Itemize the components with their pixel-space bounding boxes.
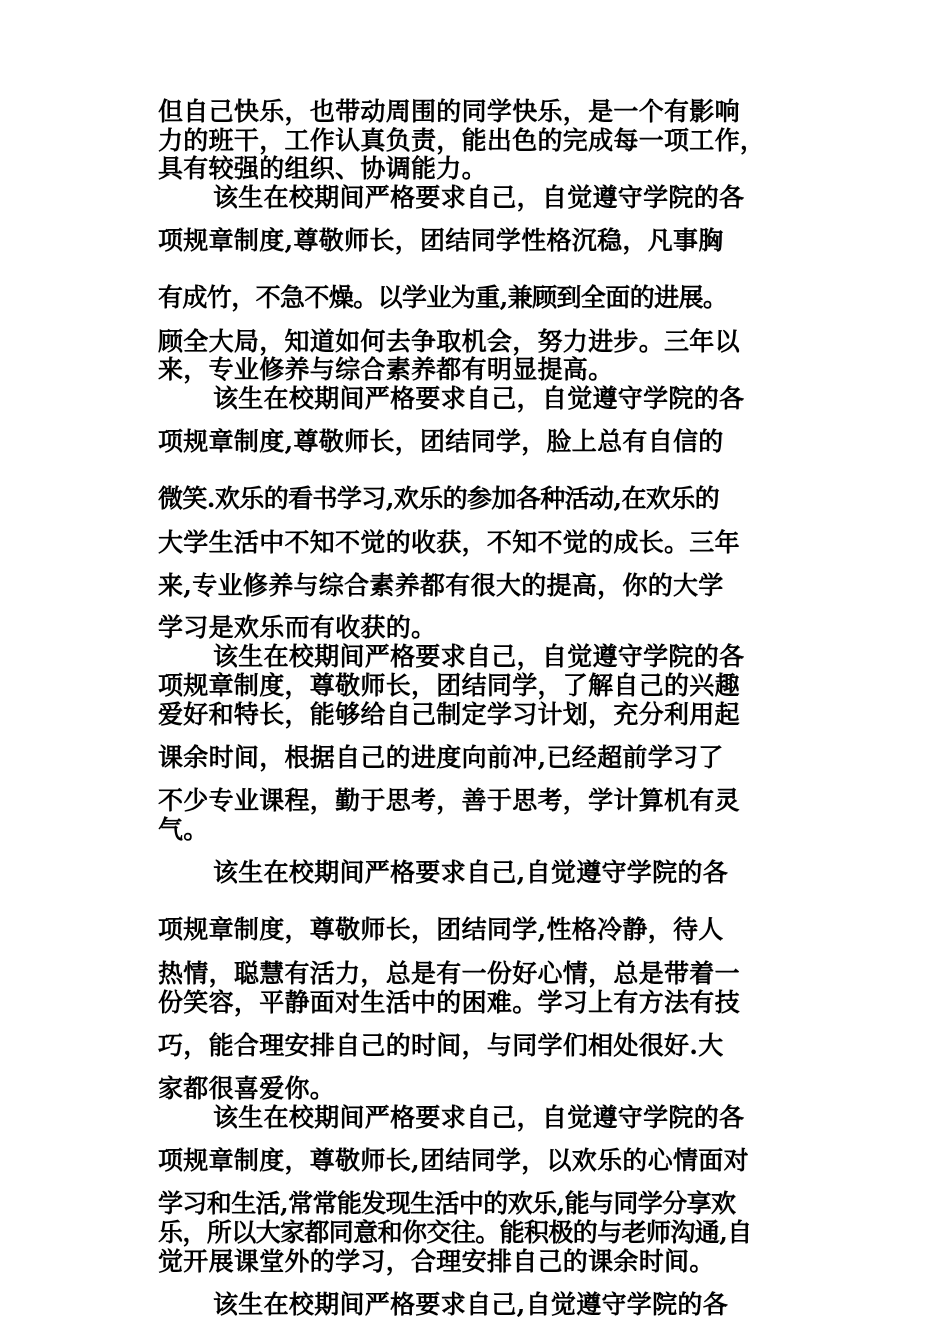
text-line: 觉开展课堂外的学习，合理安排自己的课余时间。: [158, 1247, 715, 1276]
paragraph-first-line: 该生在校期间严格要求自己，自觉遵守学院的各: [213, 384, 745, 413]
text-line: 学习是欢乐而有收获的。: [158, 613, 437, 642]
text-line: 乐，所以大家都同意和你交往。能积极的与老师沟通,自: [158, 1218, 752, 1247]
text-line: 来，专业修养与综合素养都有明显提高。: [158, 355, 614, 384]
paragraph-first-line: 该生在校期间严格要求自己，自觉遵守学院的各: [213, 642, 745, 671]
text-line: 不少专业课程，勤于思考，善于思考，学计算机有灵: [158, 786, 740, 815]
paragraph-first-line: 该生在校期间严格要求自己,自觉遵守学院的各: [213, 1290, 729, 1319]
text-line: 份笑容，平静面对生活中的困难。学习上有方法有技: [158, 988, 740, 1017]
text-line: 来,专业修养与综合素养都有很大的提高，你的大学: [158, 571, 724, 600]
text-line: 巧，能合理安排自己的时间，与同学们相处很好.大: [158, 1031, 724, 1060]
text-line: 项规章制度，尊敬师长，团结同学，了解自己的兴趣: [158, 671, 740, 700]
text-line: 具有较强的组织、协调能力。: [158, 154, 487, 183]
paragraph-first-line: 该生在校期间严格要求自己，自觉遵守学院的各: [213, 1103, 745, 1132]
text-line: 学习和生活,常常能发现生活中的欢乐,能与同学分享欢: [158, 1189, 736, 1218]
text-line: 微笑.欢乐的看书学习,欢乐的参加各种活动,在欢乐的: [158, 484, 720, 513]
text-line: 气。: [158, 815, 209, 844]
text-line: 但自己快乐，也带动周围的同学快乐，是一个有影响: [158, 97, 740, 126]
text-line: 爱好和特长，能够给自己制定学习计划，充分利用起: [158, 700, 740, 729]
paragraph-first-line: 该生在校期间严格要求自己，自觉遵守学院的各: [213, 183, 745, 212]
text-line: 热情，聪慧有活力，总是有一份好心情，总是带着一: [158, 959, 740, 988]
text-line: 项规章制度,尊敬师长，团结同学，脸上总有自信的: [158, 427, 724, 456]
text-line: 项规章制度,尊敬师长，团结同学性格沉稳，凡事胸: [158, 226, 724, 255]
text-line: 大学生活中不知不觉的收获，不知不觉的成长。三年: [158, 528, 740, 557]
text-line: 项规章制度，尊敬师长，团结同学,性格冷静，待人: [158, 915, 724, 944]
text-line: 力的班干，工作认真负责，能出色的完成每一项工作，: [158, 126, 766, 155]
paragraph-first-line: 该生在校期间严格要求自己,自觉遵守学院的各: [213, 858, 729, 887]
text-line: 有成竹，不急不燥。以学业为重,兼顾到全面的进展。: [158, 283, 728, 312]
text-line: 课余时间，根据自己的进度向前冲,已经超前学习了: [158, 743, 724, 772]
text-line: 家都很喜爱你。: [158, 1074, 336, 1103]
text-line: 顾全大局，知道如何去争取机会，努力进步。三年以: [158, 327, 740, 356]
text-line: 项规章制度，尊敬师长,团结同学，以欢乐的心情面对: [158, 1146, 749, 1175]
